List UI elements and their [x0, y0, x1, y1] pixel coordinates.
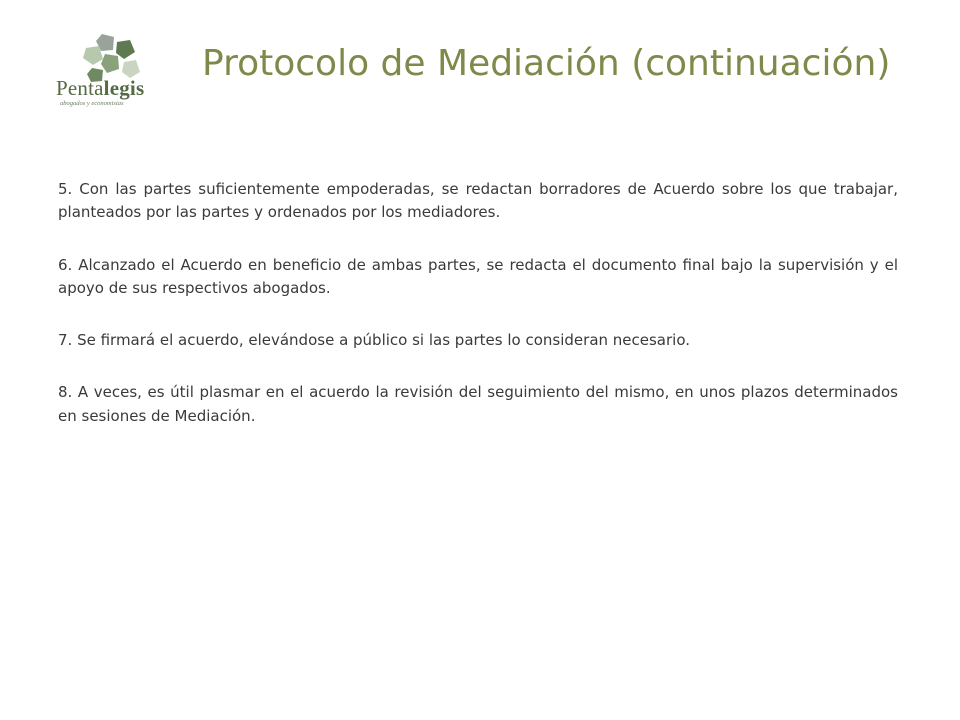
slide-title: Protocolo de Mediación (continuación) [202, 43, 891, 84]
logo-wordmark [56, 76, 144, 101]
logo-wordmark-bold: legis [103, 76, 145, 100]
pentalegis-logo [56, 32, 168, 108]
paragraph-8: 8. A veces, es útil plasmar en el acuerdo la revisión del seguimiento del mismo, en unos plazos determinados en sesiones de Mediación. [58, 383, 898, 425]
logo-tagline: abogados y economistas [60, 100, 124, 107]
paragraph-6: 6. Alcanzado el Acuerdo en beneficio de ambas partes, se redacta el documento final bajo la supervisión y el apoyo de sus respectivos abogados. [58, 255, 898, 297]
paragraph-7: 7. Se firmará el acuerdo, elevándose a público si las partes lo consideran necesario. [58, 331, 691, 349]
paragraph-5: 5. Con las partes suficientemente empoderadas, se redactan borradores de Acuerdo sobre los que trabajar, planteados por las partes y ordenados por los mediadores. [58, 180, 898, 222]
logo-wordmark-light: Penta [56, 76, 104, 100]
slide-body [58, 178, 898, 457]
